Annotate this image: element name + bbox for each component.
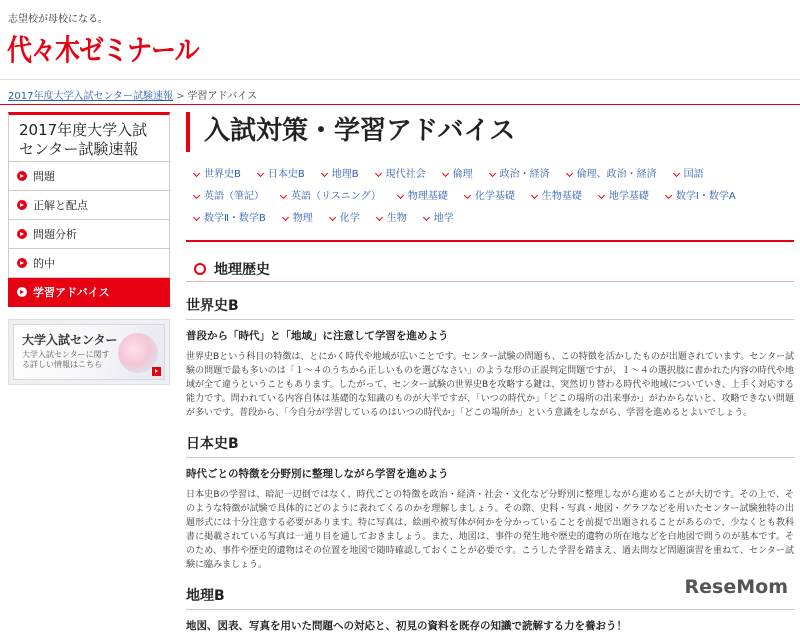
subject-link[interactable]: 数学Ⅰ・数学A <box>666 186 736 208</box>
subject-row <box>194 164 794 186</box>
subject-body: 日本史Bの学習は、暗記一辺倒ではなく、時代ごとの特徴を政治・経済・社会・文化など分野別に整理しながら進めることが大切です。その上で、そのような特徴が試験で具体的にどのように表れてくるのかを理解しましょう。その際、史料・写真・地図・グラフなどを用いたセンター試験独特の出題形式には十分注意する必要があります。特に写真は、絵画や被写体が何かを分かっていることを前提で出題されることがあるので、少なくとも教科書に掲載されている写真は一通り目を通しておきましょう。また、地図は、事件の発生地や歴史的遺物の所在地などを白地図で問うのが基本です。そのため、事件や歴史的遺物はその位置を地図で随時確認しておくことが必要です。こうした学習を踏まえ、過去問など問題演習を重ねて、センター試験に臨みましょう。 <box>186 490 794 570</box>
chevron-down-icon <box>193 192 200 199</box>
sidebar-item-label: 学習アドバイス <box>33 286 110 299</box>
chevron-down-icon <box>442 170 449 177</box>
chevron-down-icon <box>423 214 430 221</box>
arrow-circle-icon <box>17 258 27 268</box>
subject-link[interactable]: 日本史B <box>258 164 305 186</box>
breadcrumb-separator: > <box>176 91 185 102</box>
sidebar-item-label: 正解と配点 <box>33 199 88 212</box>
chevron-down-icon <box>329 214 336 221</box>
chevron-down-icon <box>531 192 538 199</box>
breadcrumb-link-home[interactable]: 2017年度大学入試センター試験速報 <box>8 91 174 102</box>
sidebar-item-study-advice[interactable] <box>8 278 170 307</box>
chevron-down-icon <box>193 214 200 221</box>
chevron-down-icon <box>598 192 605 199</box>
chevron-down-icon <box>566 170 573 177</box>
breadcrumb-divider <box>0 104 800 105</box>
breadcrumb <box>8 87 257 102</box>
arrow-circle-icon <box>17 171 27 181</box>
chevron-down-icon <box>397 192 404 199</box>
chevron-down-icon <box>489 170 496 177</box>
sidebar-item-questions[interactable] <box>8 162 170 191</box>
subject-link[interactable]: 倫理、政治・経済 <box>567 164 657 186</box>
chevron-down-icon <box>282 214 289 221</box>
subject-link[interactable]: 化学 <box>330 208 360 230</box>
banner-subtitle: 大学入試センターに関する詳しい情報はこちら <box>22 350 110 369</box>
subject-title: 世界史B <box>186 296 794 320</box>
sidebar-item-analysis[interactable] <box>8 220 170 249</box>
chevron-down-icon <box>376 214 383 221</box>
subject-link[interactable]: 化学基礎 <box>465 186 515 208</box>
subject-link[interactable]: 世界史B <box>194 164 241 186</box>
subject-link[interactable]: 英語（筆記） <box>194 186 264 208</box>
page-title: 入試対策・学習アドバイス <box>186 112 794 152</box>
subject-link[interactable]: 地学基礎 <box>599 186 649 208</box>
subject-row <box>194 186 794 208</box>
subject-link[interactable]: 物理基礎 <box>398 186 448 208</box>
chevron-down-icon <box>257 170 264 177</box>
circle-bullet-icon <box>194 263 206 275</box>
subject-link[interactable]: 国語 <box>674 164 704 186</box>
subject-japanese-history <box>186 434 794 572</box>
site-tagline: 志望校が母校になる。 <box>8 14 108 25</box>
sidebar-item-label: 問題分析 <box>33 228 77 241</box>
subject-link[interactable]: 生物基礎 <box>532 186 582 208</box>
subject-title: 地理B <box>186 586 794 610</box>
chevron-down-icon <box>193 170 200 177</box>
arrow-circle-icon <box>17 287 27 297</box>
arrow-circle-icon <box>17 200 27 210</box>
breadcrumb-current: 学習アドバイス <box>187 91 258 102</box>
subject-link[interactable]: 物理 <box>283 208 313 230</box>
subject-title: 日本史B <box>186 434 794 458</box>
subject-world-history <box>186 296 794 420</box>
chevron-down-icon <box>280 192 287 199</box>
subject-link[interactable]: 数学Ⅱ・数学B <box>194 208 266 230</box>
subject-link[interactable]: 現代社会 <box>376 164 426 186</box>
resemom-watermark: ReseMom <box>684 576 788 598</box>
subject-body: 世界史Bという科目の特徴は、とにかく時代や地域が広いことです。センター試験の問題も、この特徴を活かしたものが出題されています。センター試験の問題で最も多いのは「１～４のうちから正しいものを選びなさい」のような形の正誤判定問題ですが、１～４の選択肢に書かれた内容の時代や地域が全て違うということもあります。したがって、センター試験の世界史Bを攻略する鍵は、突然切り替わる時代や地域についていき、上手く対応する能力です。問われている内容自体は基礎的な知識のものが大半ですが、「いつの時代か」「どこの場所の出来事か」がわからないと、攻略できない問題が多いです。普段から、「今自分が学習しているのはいつの時代か」「どこの場所か」という意識をしながら、学習を進めるとよいでしょう。 <box>186 352 794 418</box>
subject-headline: 普段から「時代」と「地域」に注意して学習を進めよう <box>186 330 449 342</box>
subject-links <box>186 164 794 242</box>
subject-link[interactable]: 倫理 <box>443 164 473 186</box>
chevron-down-icon <box>673 170 680 177</box>
sidebar-title-line1: 2017年度大学入試 <box>19 121 148 139</box>
main-content <box>186 112 794 636</box>
chevron-down-icon <box>375 170 382 177</box>
chevron-down-icon <box>665 192 672 199</box>
chevron-down-icon <box>321 170 328 177</box>
subject-link[interactable]: 地理B <box>322 164 359 186</box>
arrow-circle-icon <box>17 229 27 239</box>
center-exam-banner[interactable] <box>8 319 170 385</box>
sidebar-title[interactable] <box>8 112 170 162</box>
subject-link[interactable]: 生物 <box>377 208 407 230</box>
subject-link[interactable]: 英語（リスニング） <box>281 186 381 208</box>
subject-headline: 時代ごとの特徴を分野別に整理しながら学習を進めよう <box>186 468 449 480</box>
site-logo[interactable]: 代々木ゼミナール <box>7 33 199 68</box>
sidebar-item-label: 的中 <box>33 257 55 270</box>
subject-headline: 地図、図表、写真を用いた問題への対応と、初見の資料を既存の知識で読解する力を養おう！ <box>186 620 627 632</box>
sidebar-item-hits[interactable] <box>8 249 170 278</box>
subject-link[interactable]: 政治・経済 <box>490 164 550 186</box>
site-header <box>0 0 800 80</box>
section-heading <box>186 256 794 282</box>
sidebar-title-line2: センター試験速報 <box>19 140 139 158</box>
subject-link[interactable]: 地学 <box>424 208 454 230</box>
subject-row <box>194 208 794 230</box>
sidebar-item-label: 問題 <box>33 170 55 183</box>
sidebar-item-answers[interactable] <box>8 191 170 220</box>
arrow-icon <box>152 367 161 376</box>
banner-card <box>13 324 165 380</box>
sidebar <box>8 112 170 385</box>
chevron-down-icon <box>464 192 471 199</box>
banner-title: 大学入試センター <box>22 333 118 347</box>
section-title: 地理歴史 <box>214 261 270 278</box>
